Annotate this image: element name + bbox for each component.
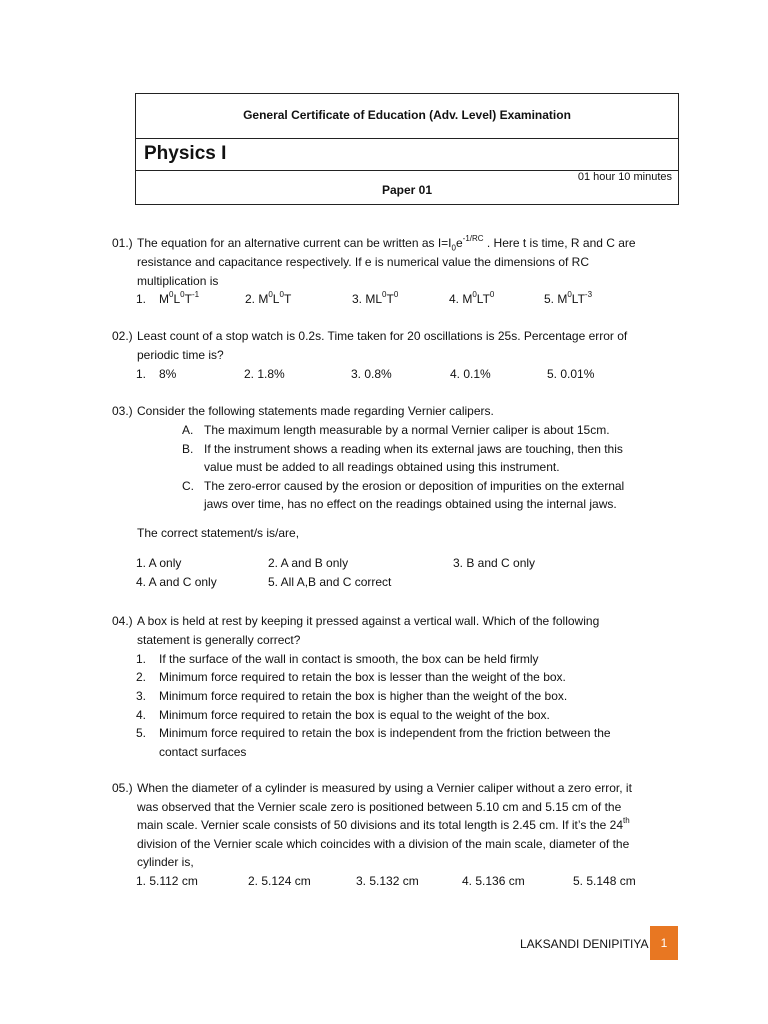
q2-line-1: Least count of a stop watch is 0.2s. Time taken for 20 oscillations is 25s. Percentage error of	[137, 329, 628, 343]
q1-line-3: multiplication is	[137, 274, 219, 288]
q2-option-2: 2. 1.8%	[244, 367, 285, 381]
q5-option-2: 2. 5.124 cm	[248, 874, 311, 888]
q4-item-text: Minimum force required to retain the box is higher than the weight of the box.	[159, 689, 568, 703]
q5-option-5: 5. 5.148 cm	[573, 874, 636, 888]
q1-option-1: $M^0L^0T^{-1}$	[159, 290, 200, 306]
q3-statement-b-line-2: value must be added to all readings obtained using this instrument.	[204, 460, 560, 474]
q1-option-3: 3. $ML^0T^0$	[352, 290, 399, 306]
page-number-badge: 1	[650, 926, 678, 960]
paper-row	[136, 171, 678, 204]
footer-author: LAKSANDI DENIPITIYA	[520, 937, 649, 951]
q3-statement-c-line-1: The zero-error caused by the erosion or deposition of impurities on the external	[204, 479, 625, 493]
q4-item-number: 1.	[136, 652, 147, 666]
q4-item-number: 3.	[136, 689, 147, 703]
q2-option-3: 3. 0.8%	[351, 367, 392, 381]
q4-item-text: Minimum force required to retain the box is lesser than the weight of the box.	[159, 670, 566, 684]
q4-item-number: 5.	[136, 726, 147, 740]
q4-number: 04.)	[112, 614, 133, 628]
q4-item-text: Minimum force required to retain the box is independent from the friction between the	[159, 726, 611, 740]
q3-statement-a-label: A.	[182, 423, 194, 437]
q2-option-4: 4. 0.1%	[450, 367, 491, 381]
q4-item-number: 4.	[136, 708, 147, 722]
q2-option-1-number: 1.	[136, 367, 147, 381]
q1-number: 01.)	[112, 236, 133, 250]
q5-line-5: cylinder is,	[137, 855, 194, 869]
exam-header-box	[135, 93, 679, 205]
q3-statement-b-line-1: If the instrument shows a reading when its external jaws are touching, then this	[204, 442, 623, 456]
q4-item-number: 2.	[136, 670, 147, 684]
q4-item-text: If the surface of the wall in contact is smooth, the box can be held firmly	[159, 652, 539, 666]
q1-option-1-number: 1.	[136, 292, 147, 306]
q4-line-2: statement is generally correct?	[137, 633, 301, 647]
q5-line-1: When the diameter of a cylinder is measured by using a Vernier caliper without a zero error, it	[137, 781, 632, 795]
q2-line-2: periodic time is?	[137, 348, 224, 362]
q3-option-3: 3. B and C only	[453, 556, 536, 570]
q4-item-5-continuation: contact surfaces	[159, 745, 247, 759]
q5-option-1: 1. 5.112 cm	[136, 874, 198, 888]
q3-line-1: Consider the following statements made regarding Vernier calipers.	[137, 404, 494, 418]
subject-row	[136, 139, 678, 171]
q3-statement-c-line-2: jaws over time, has no effect on the readings obtained using the internal jaws.	[204, 497, 617, 511]
exam-duration: 01 hour 10 minutes	[577, 171, 672, 183]
q4-item-text: Minimum force required to retain the box is equal to the weight of the box.	[159, 708, 550, 722]
q3-statement-c-label: C.	[182, 479, 194, 493]
q2-option-1: 8%	[159, 367, 177, 381]
q2-number: 02.)	[112, 329, 133, 343]
q5-option-4: 4. 5.136 cm	[462, 874, 525, 888]
q5-option-3: 3. 5.132 cm	[356, 874, 419, 888]
q3-statement-a: The maximum length measurable by a normal Vernier caliper is about 15cm.	[204, 423, 610, 437]
q4-line-1: A box is held at rest by keeping it pressed against a vertical wall. Which of the following	[137, 614, 600, 628]
subject-title: Physics I	[144, 143, 227, 164]
paper-number: Paper 01	[381, 183, 433, 197]
q3-correct-prompt: The correct statement/s is/are,	[137, 526, 300, 540]
q1-option-4: 4. $M^0LT^0$	[449, 290, 495, 306]
q2-option-5: 5. 0.01%	[547, 367, 595, 381]
q3-option-5: 5. All A,B and C correct	[268, 575, 392, 589]
q3-number: 03.)	[112, 404, 133, 418]
q5-line-2: was observed that the Vernier scale zero is positioned between 5.10 cm and 5.15 cm of the	[137, 800, 622, 814]
exam-title-row	[136, 94, 678, 139]
q5-number: 05.)	[112, 781, 133, 795]
exam-title: General Certificate of Education (Adv. Level) Examination	[243, 108, 571, 122]
q3-option-2: 2. A and B only	[268, 556, 349, 570]
q3-option-4: 4. A and C only	[136, 575, 217, 589]
q5-line-3: main scale. Vernier scale consists of 50 divisions and its total length is 2.45 cm. If it’s the 24th	[137, 816, 630, 832]
q3-option-1: 1. A only	[136, 556, 182, 570]
q1-line-1: The equation for an alternative current can be written as $I=I_0e^{-1/RC}$ . Here t is time, R and C are	[137, 234, 636, 253]
q3-statement-b-label: B.	[182, 442, 194, 456]
q5-line-4: division of the Vernier scale which coincides with a division of the main scale, diameter of the	[137, 837, 630, 851]
q1-option-5: 5. $M^0LT^{-3}$	[544, 290, 593, 306]
q1-option-2: 2. $M^0L^0T$	[245, 290, 292, 306]
q1-line-2: resistance and capacitance respectively. If e is numerical value the dimensions of RC	[137, 255, 589, 269]
